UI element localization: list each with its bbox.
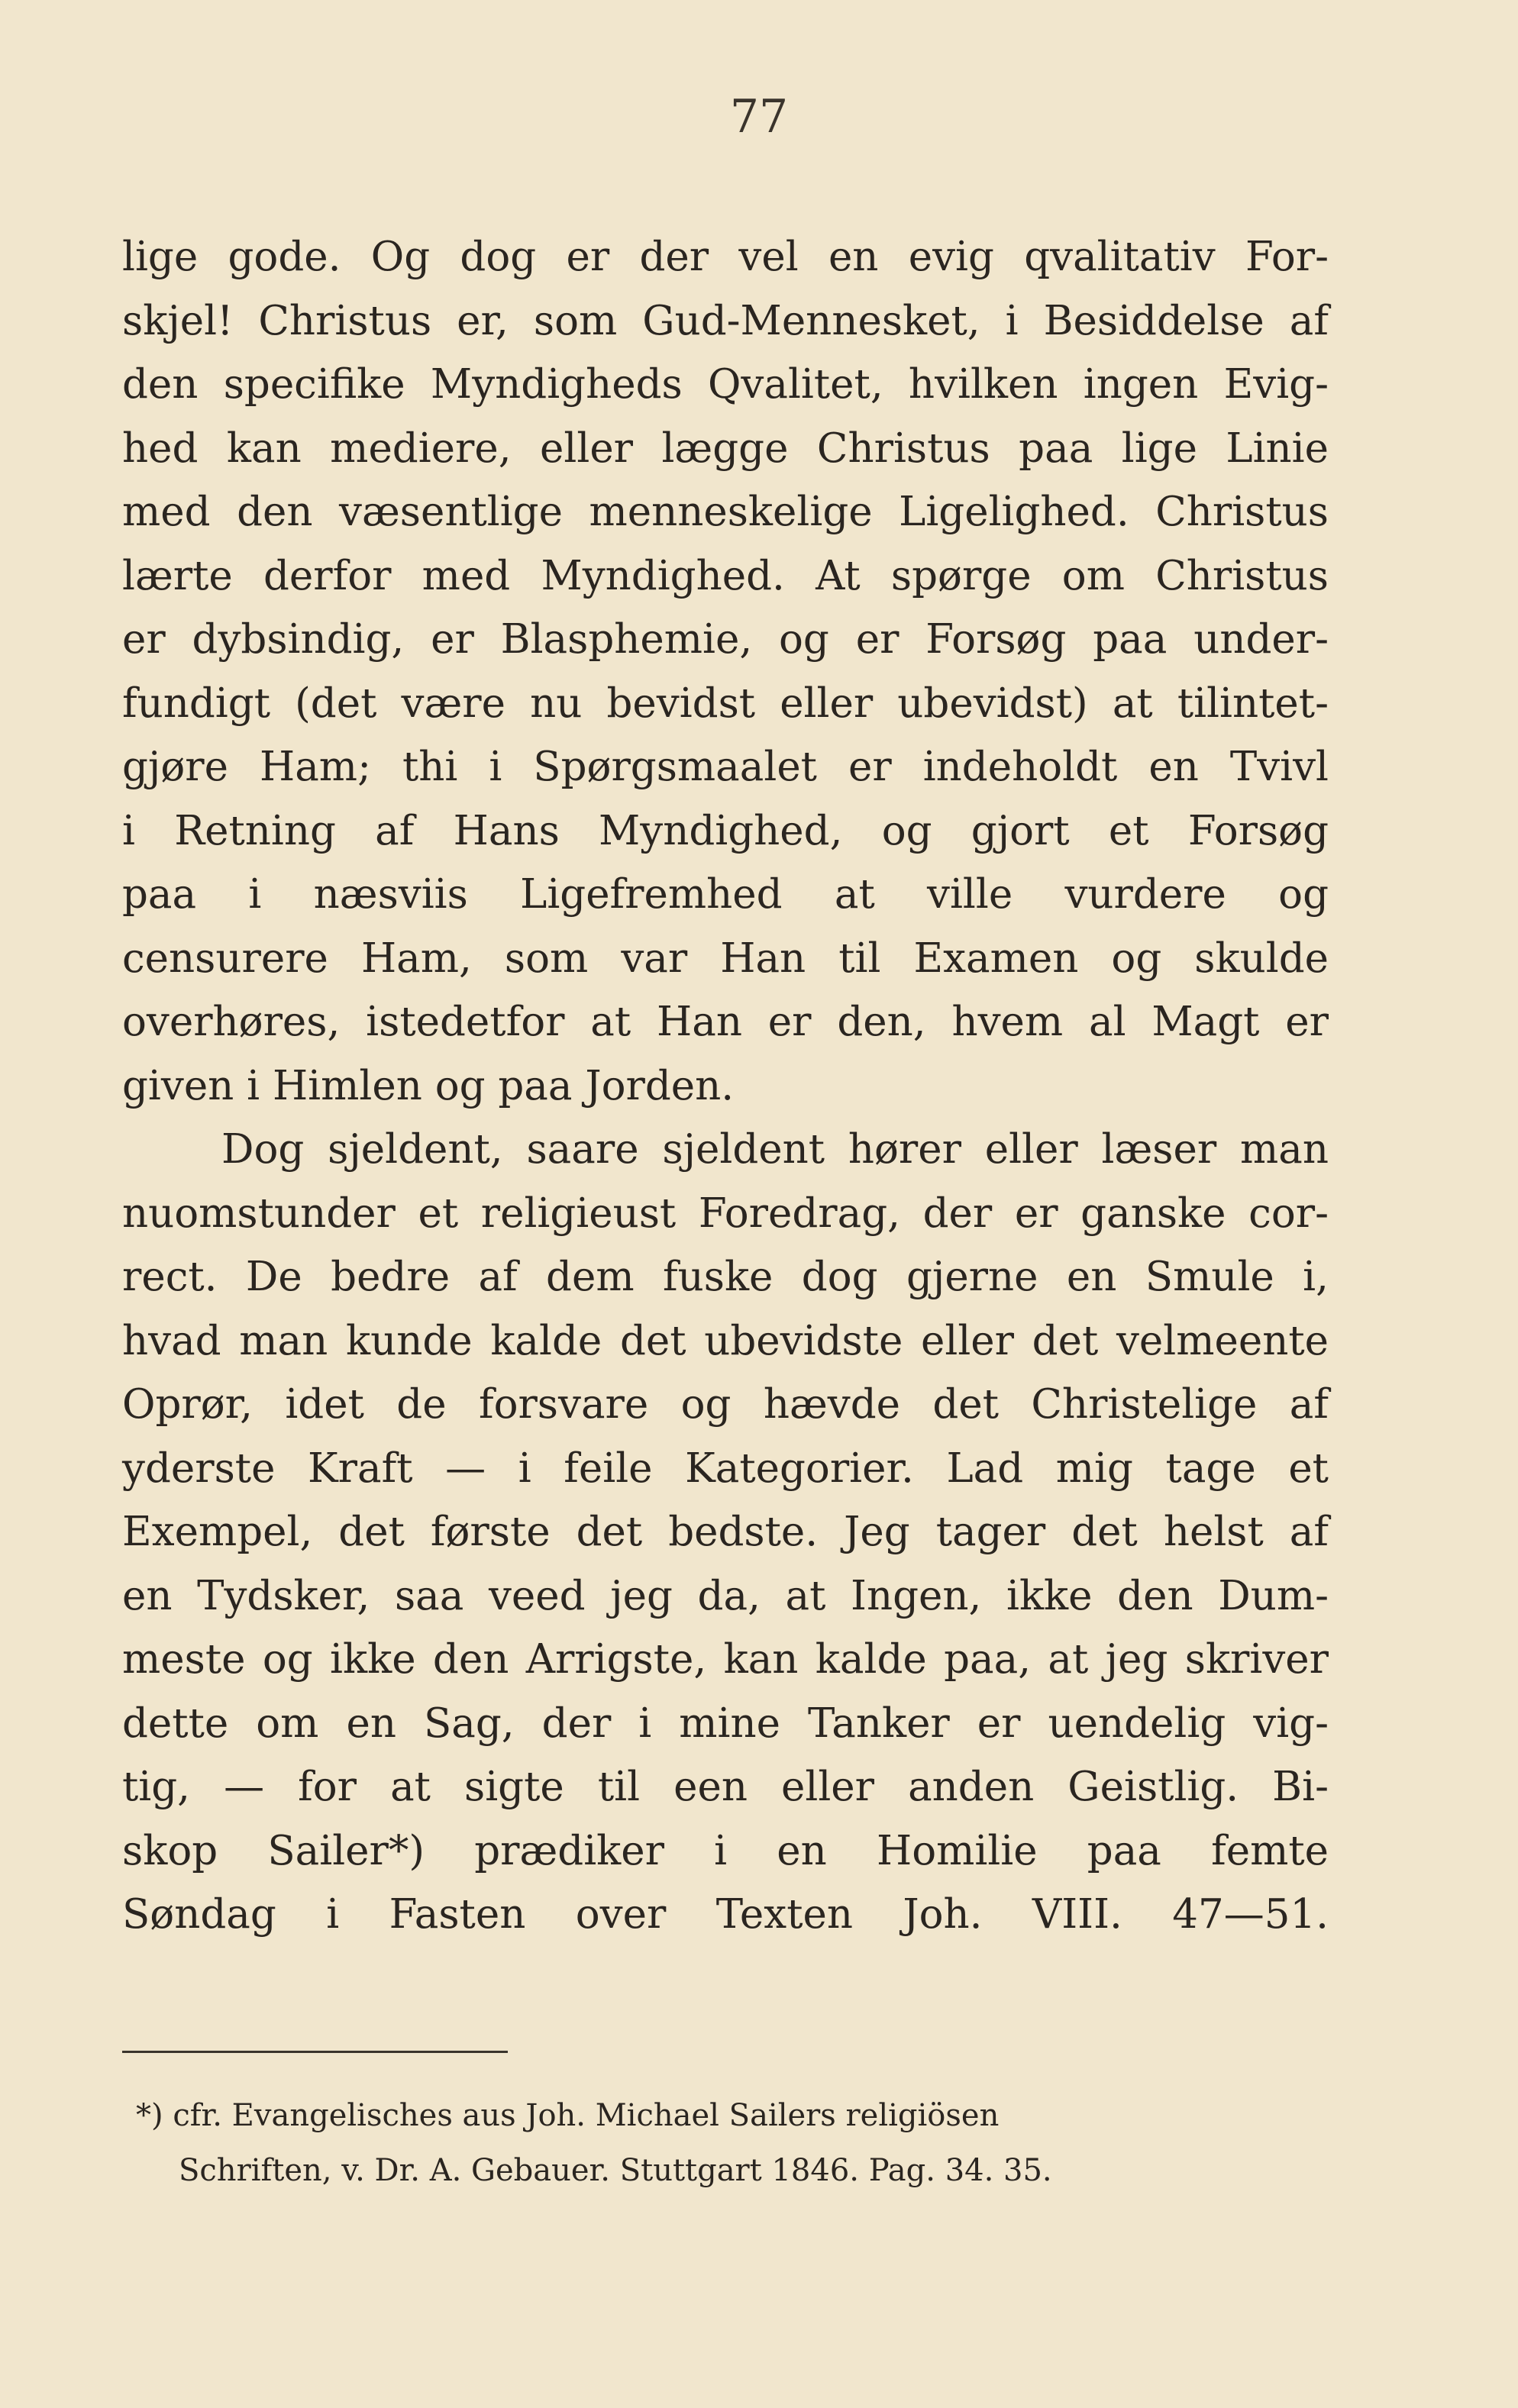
- page-number: 77: [729, 90, 789, 144]
- text-line: overhøres, istedetfor at Han er den, hvem al Magt er: [122, 999, 1329, 1045]
- text-line: er dybsindig, er Blasphemie, og er Forsøg paa under-: [122, 616, 1329, 663]
- footnote-line: Schriften, v. Dr. A. Gebauer. Stuttgart 1846. Pag. 34. 35.: [179, 2153, 1052, 2188]
- text-line: hvad man kunde kalde det ubevidste eller det velmeente: [122, 1317, 1329, 1364]
- footnote: [136, 2088, 1329, 2198]
- text-line: hed kan mediere, eller lægge Christus paa lige Linie: [122, 424, 1329, 472]
- text-line: Søndag i Fasten over Texten Joh. VIII. 47—51.: [122, 1891, 1329, 1938]
- text-line: yderste Kraft — i feile Kategorier. Lad mig tage et: [122, 1444, 1329, 1492]
- text-line: gjøre Ham; thi i Spørgsmaalet er indeholdt en Tvivl: [122, 744, 1329, 790]
- text-line: skop Sailer*) prædiker i en Homilie paa femte: [122, 1827, 1329, 1874]
- text-line: nuomstunder et religieust Foredrag, der er ganske cor-: [122, 1189, 1329, 1237]
- text-line: tig, — for at sigte til een eller anden Geistlig. Bi-: [122, 1764, 1329, 1810]
- text-line: lærte derfor med Myndighed. At spørge om Christus: [122, 552, 1329, 599]
- text-line: lige gode. Og dog er der vel en evig qvalitativ For-: [122, 234, 1329, 280]
- text-line: meste og ikke den Arrigste, kan kalde paa, at jeg skriver: [122, 1636, 1329, 1683]
- text-line: med den væsentlige menneskelige Ligelighed. Christus: [122, 489, 1329, 535]
- text-line: fundigt (det være nu bevidst eller ubevidst) at tilintet-: [122, 679, 1329, 727]
- text-line: Exempel, det første det bedste. Jeg tager det helst af: [122, 1509, 1329, 1555]
- text-line: censurere Ham, som var Han til Examen og skulde: [122, 934, 1329, 982]
- body-text: [122, 225, 1329, 1947]
- text-line: skjel! Christus er, som Gud-Mennesket, i Besiddelse af: [122, 297, 1329, 344]
- footnote-line: *) cfr. Evangelisches aus Joh. Michael Sailers religiösen: [136, 2098, 1000, 2133]
- text-line: den specifike Myndigheds Qvalitet, hvilken ingen Evig-: [122, 361, 1329, 408]
- text-line: given i Himlen og paa Jorden.: [122, 1062, 735, 1109]
- footnote-divider: [122, 2051, 508, 2053]
- text-line: en Tydsker, saa veed jeg da, at Ingen, ikke den Dum-: [122, 1572, 1329, 1619]
- text-line: Oprør, idet de forsvare og hævde det Christelige af: [122, 1381, 1329, 1428]
- text-line: i Retning af Hans Myndighed, og gjort et Forsøg: [122, 807, 1329, 854]
- paragraph-first-line: Dog sjeldent, saare sjeldent hører eller læser man: [221, 1126, 1329, 1173]
- text-line: dette om en Sag, der i mine Tanker er uendelig vig-: [122, 1699, 1329, 1747]
- text-line: paa i næsviis Ligefremhed at ville vurdere og: [122, 871, 1329, 918]
- text-line: rect. De bedre af dem fuske dog gjerne en Smule i,: [122, 1254, 1329, 1300]
